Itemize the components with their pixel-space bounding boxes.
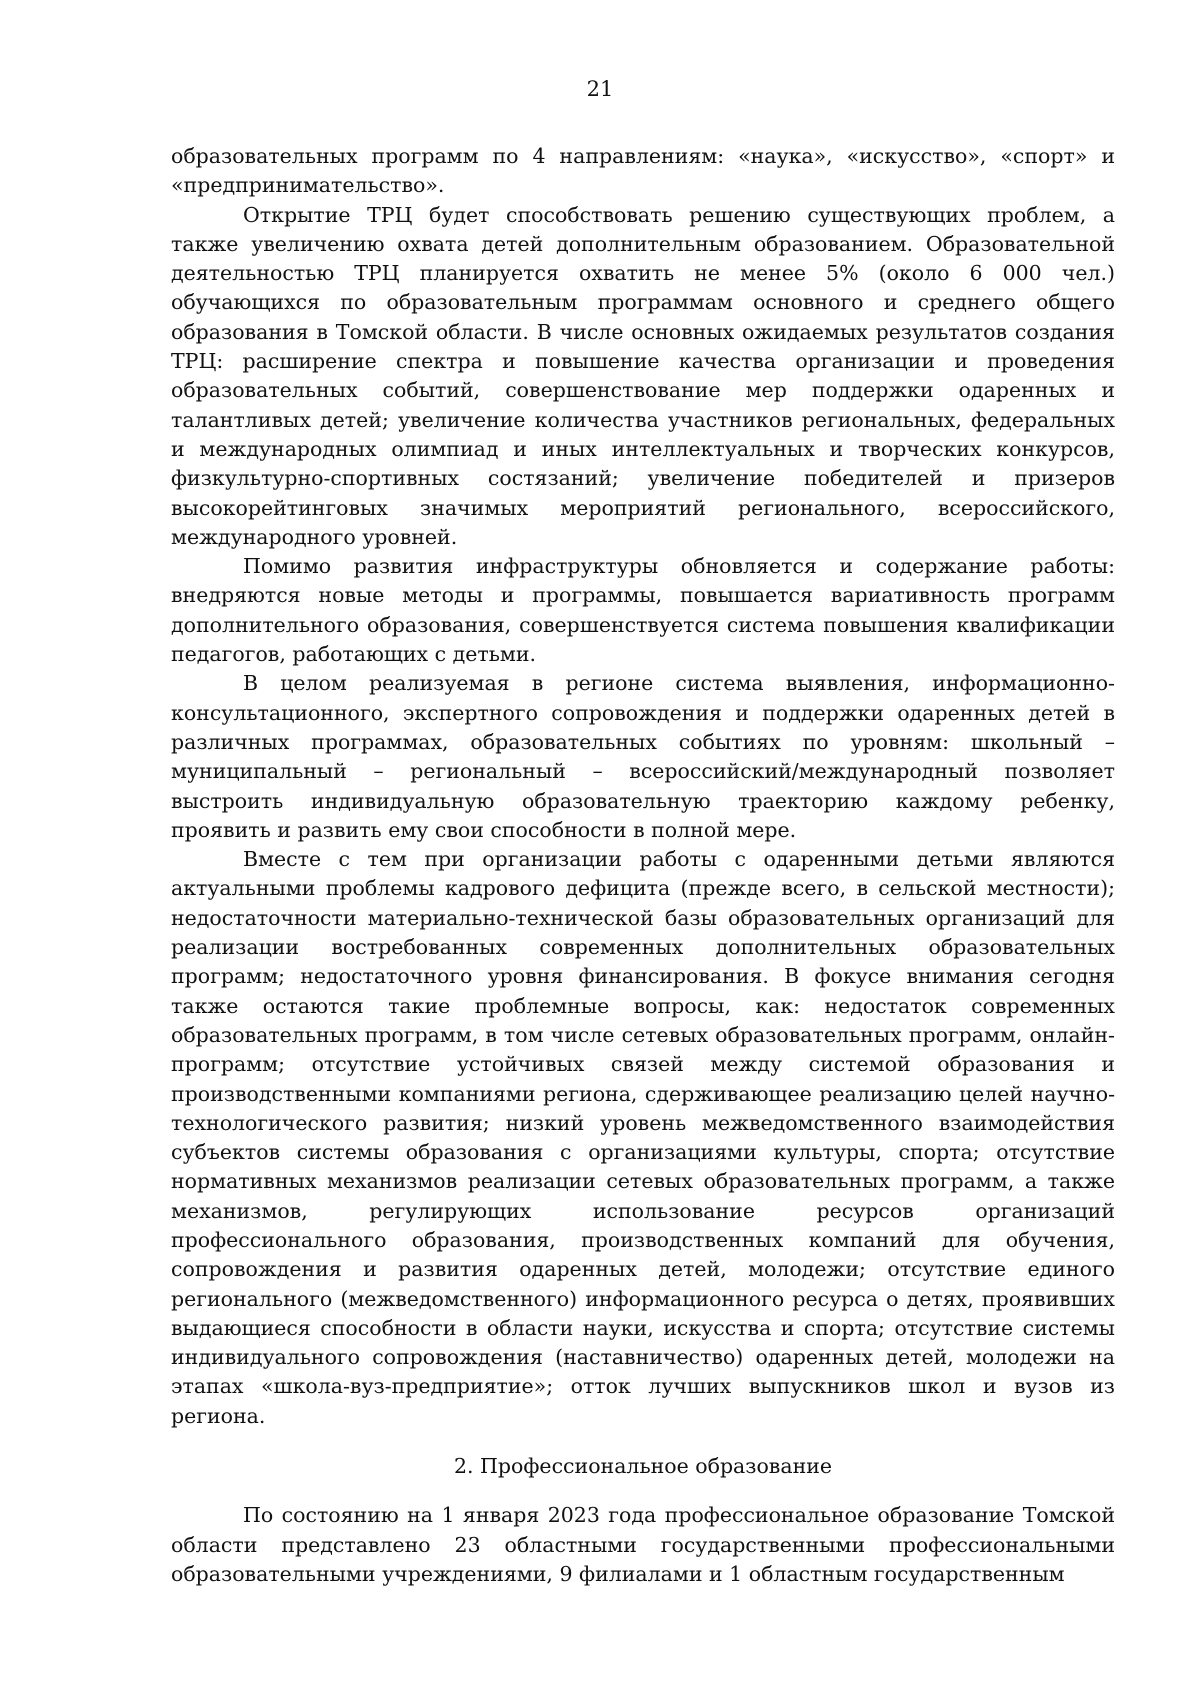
page-number: 21 bbox=[586, 77, 614, 101]
paragraph-continuation: образовательных программ по 4 направлениям: «наука», «искусство», «спорт» и «предпринимательство». bbox=[171, 144, 1115, 198]
document-body bbox=[171, 142, 1115, 1589]
section-heading: 2. Профессиональное образование bbox=[453, 1454, 833, 1479]
paragraph-support-system: В целом реализуемая в регионе система выявления, информационно-консультационного, экспертного сопровождения и поддержки одаренных детей в различных программах, образовательных событиях по уровням: школьный – муниципальный – региональный – всероссийский/международный позволяет выстроить индивидуальную образовательную траекторию каждому ребенку, проявить и развить ему свои способности в полной мере. bbox=[171, 671, 1115, 842]
paragraph-infrastructure: Помимо развития инфраструктуры обновляется и содержание работы: внедряются новые методы и программы, повышается вариативность программ дополнительного образования, совершенствуется система повышения квалификации педагогов, работающих с детьми. bbox=[171, 554, 1115, 667]
paragraph-problems: Вместе с тем при организации работы с одаренными детьми являются актуальными проблемы кадрового дефицита (прежде всего, в сельской местности); недостаточности материально-технической базы образовательных организаций для реализации востребованных современных дополнительных образовательных программ; недостаточного уровня финансирования. В фокусе внимания сегодня также остаются такие проблемные вопросы, как: недостаток современных образовательных программ, в том числе сетевых образовательных программ, онлайн-программ; отсутствие устойчивых связей между системой образования и производственными компаниями региона, сдерживающее реализацию целей научно-технологического развития; низкий уровень межведомственного взаимодействия субъектов системы образования с организациями культуры, спорта; отсутствие нормативных механизмов реализации сетевых образовательных программ, а также механизмов, регулирующих использование ресурсов организаций профессионального образования, производственных компаний для обучения, сопровождения и развития одаренных детей, молодежи; отсутствие единого регионального (межведомственного) информационного ресурса о детях, проявивших выдающиеся способности в области науки, искусства и спорта; отсутствие системы индивидуального сопровождения (наставничество) одаренных детей, молодежи на этапах «школа-вуз-предприятие»; отток лучших выпускников школ и вузов из региона. bbox=[171, 847, 1115, 1428]
paragraph-professional-education: По состоянию на 1 января 2023 года профессиональное образование Томской области представлено 23 областными государственными профессиональными образовательными учреждениями, 9 филиалами и 1 областным государственным bbox=[171, 1503, 1115, 1586]
paragraph-trc-opening: Открытие ТРЦ будет способствовать решению существующих проблем, а также увеличению охвата детей дополнительным образованием. Образовательной деятельностью ТРЦ планируется охватить не менее 5% (около 6 000 чел.) обучающихся по образовательным программам основного и среднего общего образования в Томской области. В числе основных ожидаемых результатов создания ТРЦ: расширение спектра и повышение качества организации и проведения образовательных событий, совершенствование мер поддержки одаренных и талантливых детей; увеличение количества участников региональных, федеральных и международных олимпиад и иных интеллектуальных и творческих конкурсов, физкультурно-спортивных состязаний; увеличение победителей и призеров высокорейтинговых значимых мероприятий регионального, всероссийского, международного уровней. bbox=[171, 202, 1115, 549]
